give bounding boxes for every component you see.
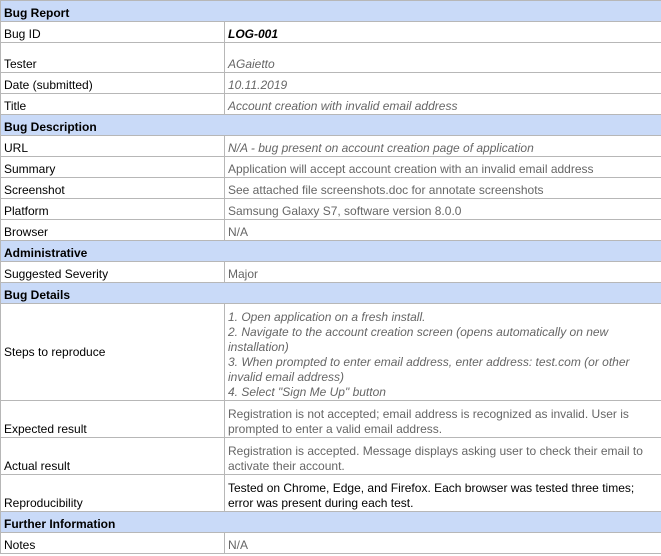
step-line: 4. Select "Sign Me Up" button bbox=[228, 385, 386, 399]
row-actual bbox=[1, 438, 661, 475]
title-value[interactable]: Account creation with invalid email address bbox=[225, 94, 661, 115]
expected-value[interactable]: Registration is not accepted; email address is recognized as invalid. User is prompted to enter a valid email address. bbox=[225, 401, 661, 438]
summary-value[interactable]: Application will accept account creation with an invalid email address bbox=[225, 157, 661, 178]
field-label: Platform bbox=[1, 199, 225, 220]
steps-value[interactable] bbox=[225, 304, 661, 401]
bug-id-value[interactable]: LOG-001 bbox=[225, 22, 661, 43]
field-label: Expected result bbox=[1, 401, 225, 438]
field-label: Browser bbox=[1, 220, 225, 241]
row-bug-id bbox=[1, 22, 661, 43]
section-bug-report bbox=[1, 1, 661, 22]
step-line: 2. Navigate to the account creation screen (opens automatically on new installation) bbox=[228, 325, 609, 354]
row-expected bbox=[1, 401, 661, 438]
section-further-information bbox=[1, 512, 661, 533]
field-label: Steps to reproduce bbox=[1, 304, 225, 401]
browser-value[interactable]: N/A bbox=[225, 220, 661, 241]
row-reproducibility bbox=[1, 475, 661, 512]
row-screenshot bbox=[1, 178, 661, 199]
row-url bbox=[1, 136, 661, 157]
url-value[interactable]: N/A - bug present on account creation page of application bbox=[225, 136, 661, 157]
row-severity bbox=[1, 262, 661, 283]
screenshot-value[interactable]: See attached file screenshots.doc for annotate screenshots bbox=[225, 178, 661, 199]
severity-value[interactable]: Major bbox=[225, 262, 661, 283]
field-label: Reproducibility bbox=[1, 475, 225, 512]
date-value[interactable]: 10.11.2019 bbox=[225, 73, 661, 94]
row-platform bbox=[1, 199, 661, 220]
field-label: Title bbox=[1, 94, 225, 115]
notes-value[interactable]: N/A bbox=[225, 533, 661, 554]
row-tester bbox=[1, 43, 661, 73]
tester-value[interactable]: AGaietto bbox=[225, 43, 661, 73]
field-label: Screenshot bbox=[1, 178, 225, 199]
field-label: Notes bbox=[1, 533, 225, 554]
section-administrative bbox=[1, 241, 661, 262]
row-date bbox=[1, 73, 661, 94]
step-line: 3. When prompted to enter email address, enter address: test.com (or other invalid email address) bbox=[228, 355, 630, 384]
reproducibility-value[interactable]: Tested on Chrome, Edge, and Firefox. Each browser was tested three times; error was present during each test. bbox=[225, 475, 661, 512]
platform-value[interactable]: Samsung Galaxy S7, software version 8.0.0 bbox=[225, 199, 661, 220]
field-label: Suggested Severity bbox=[1, 262, 225, 283]
step-line: 1. Open application on a fresh install. bbox=[228, 310, 426, 324]
field-label: Date (submitted) bbox=[1, 73, 225, 94]
section-header: Administrative bbox=[1, 241, 661, 262]
row-notes bbox=[1, 533, 661, 554]
field-label: Actual result bbox=[1, 438, 225, 475]
row-steps bbox=[1, 304, 661, 401]
section-header: Bug Description bbox=[1, 115, 661, 136]
section-bug-description bbox=[1, 115, 661, 136]
row-browser bbox=[1, 220, 661, 241]
field-label: Summary bbox=[1, 157, 225, 178]
field-label: Tester bbox=[1, 43, 225, 73]
field-label: URL bbox=[1, 136, 225, 157]
section-header: Bug Report bbox=[1, 1, 661, 22]
section-header: Bug Details bbox=[1, 283, 661, 304]
field-label: Bug ID bbox=[1, 22, 225, 43]
row-summary bbox=[1, 157, 661, 178]
actual-value[interactable]: Registration is accepted. Message displays asking user to check their email to activate their account. bbox=[225, 438, 661, 475]
section-header: Further Information bbox=[1, 512, 661, 533]
row-title bbox=[1, 94, 661, 115]
section-bug-details bbox=[1, 283, 661, 304]
